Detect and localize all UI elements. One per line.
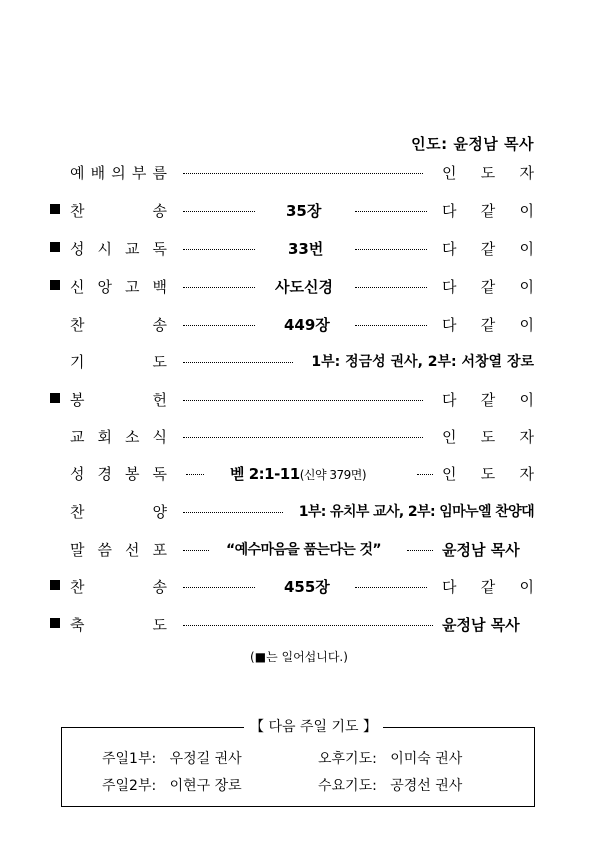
row-label: 예 배 의 부 름 xyxy=(70,164,167,182)
dotted-leader xyxy=(407,550,433,551)
dotted-leader xyxy=(183,400,423,401)
row-detail: 35장 xyxy=(286,202,322,220)
row-respondent: 윤정남 목사 xyxy=(442,541,520,559)
prayer-item: 주일2부: 이현구 장로 xyxy=(102,778,242,794)
order-row-call-to-worship xyxy=(0,162,598,186)
prayer-item: 주일1부: 우정길 권사 xyxy=(102,751,242,767)
row-label: 찬 송 xyxy=(70,316,167,334)
dotted-leader xyxy=(355,325,427,326)
row-label: 교 회 소 식 xyxy=(70,428,167,446)
dotted-leader xyxy=(183,287,255,288)
dotted-leader xyxy=(183,512,283,513)
row-label: 찬 양 xyxy=(70,503,167,521)
row-respondent: 다 같 이 xyxy=(442,316,534,334)
dotted-leader xyxy=(183,249,255,250)
order-row-creed xyxy=(0,276,598,300)
row-respondent: 인 도 자 xyxy=(442,428,534,446)
order-row-sermon xyxy=(0,539,598,563)
dotted-leader xyxy=(183,173,423,174)
dotted-leader xyxy=(417,474,433,475)
stand-marker-icon xyxy=(50,204,60,214)
row-detail: 사도신경 xyxy=(275,278,333,296)
order-row-offering xyxy=(0,389,598,413)
row-label: 찬 송 xyxy=(70,202,167,220)
row-respondent: 다 같 이 xyxy=(442,278,534,296)
dotted-leader xyxy=(355,211,427,212)
standing-note: (■는 일어섭니다.) xyxy=(250,650,348,664)
row-respondent: 인 도 자 xyxy=(442,465,534,483)
prayer-item: 오후기도: 이미숙 권사 xyxy=(318,751,463,767)
dotted-leader xyxy=(355,287,427,288)
order-row-hymn-1 xyxy=(0,200,598,224)
row-respondent: 인 도 자 xyxy=(442,164,534,182)
row-respondent: 다 같 이 xyxy=(442,578,534,596)
stand-marker-icon xyxy=(50,618,60,628)
row-label: 봉 헌 xyxy=(70,391,167,409)
dotted-leader xyxy=(183,587,255,588)
row-detail: 33번 xyxy=(288,240,324,258)
order-row-hymn-3 xyxy=(0,576,598,600)
dotted-leader xyxy=(183,625,433,626)
stand-marker-icon xyxy=(50,242,60,252)
order-row-hymn-2 xyxy=(0,314,598,338)
row-label: 말 씀 선 포 xyxy=(70,541,167,559)
row-respondent: 윤정남 목사 xyxy=(442,616,520,634)
row-detail: 449장 xyxy=(284,316,330,334)
order-row-benediction xyxy=(0,614,598,638)
order-row-scripture xyxy=(0,463,598,487)
order-row-prayer xyxy=(0,351,598,375)
row-respondent: 다 같 이 xyxy=(442,391,534,409)
dotted-leader xyxy=(355,249,427,250)
row-label: 성 경 봉 독 xyxy=(70,465,167,483)
dotted-leader xyxy=(183,325,255,326)
row-label: 찬 송 xyxy=(70,578,167,596)
order-row-praise xyxy=(0,501,598,525)
row-label: 성 시 교 독 xyxy=(70,240,167,258)
prayer-item: 수요기도: 공경선 권사 xyxy=(318,778,463,794)
row-respondent: 다 같 이 xyxy=(442,240,534,258)
row-detail: 1부: 정금성 권사, 2부: 서창열 장로 xyxy=(311,354,534,370)
row-label: 기 도 xyxy=(70,353,167,371)
row-detail: 벧 2:1-11(신약 379면) xyxy=(230,465,367,483)
order-row-responsive-reading xyxy=(0,238,598,262)
row-label: 축 도 xyxy=(70,616,167,634)
sermon-title: “예수마음을 품는다는 것” xyxy=(226,542,381,558)
stand-marker-icon xyxy=(50,580,60,590)
dotted-leader xyxy=(183,550,209,551)
dotted-leader xyxy=(183,437,423,438)
service-leader: 인도: 윤정남 목사 xyxy=(411,135,534,153)
row-respondent: 다 같 이 xyxy=(442,202,534,220)
next-prayer-title: 【 다음 주일 기도 】 xyxy=(244,716,383,736)
dotted-leader xyxy=(186,474,204,475)
row-detail: 1부: 유치부 교사, 2부: 임마누엘 찬양대 xyxy=(298,504,534,520)
dotted-leader xyxy=(355,587,427,588)
stand-marker-icon xyxy=(50,393,60,403)
dotted-leader xyxy=(183,211,255,212)
row-label: 신 앙 고 백 xyxy=(70,278,167,296)
row-detail: 455장 xyxy=(284,578,330,596)
stand-marker-icon xyxy=(50,280,60,290)
dotted-leader xyxy=(183,362,293,363)
order-row-announcements xyxy=(0,426,598,450)
